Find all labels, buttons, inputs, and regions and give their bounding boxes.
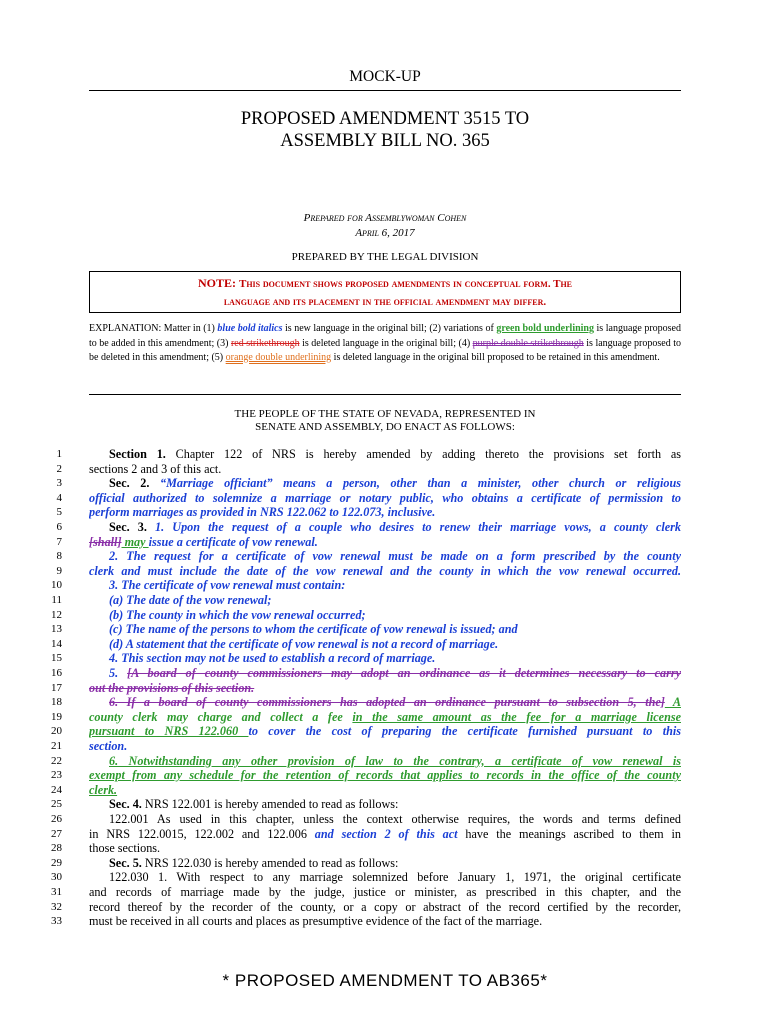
line-number: 15 <box>51 652 62 665</box>
explanation-text: is language proposed to be deleted in this amendment; (5) <box>89 337 681 363</box>
mockup-label: MOCK-UP <box>349 68 421 85</box>
line-text: 122.030 1. With respect to any marriage solemnized before January 1, 1971, the original certificate <box>109 870 681 885</box>
note-text-1: This document shows proposed amendments in conceptual form. The <box>238 278 573 290</box>
explanation <box>89 322 681 366</box>
legend-blue: blue bold italics <box>217 323 283 334</box>
enacting-line-2: SENATE AND ASSEMBLY, DO ENACT AS FOLLOWS: <box>255 421 515 433</box>
line-number: 1 <box>56 448 62 460</box>
explanation-text: is deleted language in the original bill; (4) <box>299 337 473 349</box>
line-number: 25 <box>51 798 62 811</box>
line-text: issue a certificate of vow renewal. <box>148 534 318 549</box>
line-text: those sections. <box>89 841 161 856</box>
line-text: have the meanings ascribed to them in <box>457 826 681 841</box>
line-number: 7 <box>56 535 62 548</box>
header-rule <box>89 90 681 91</box>
line-text: official authorized to solemnize a marriage or notary public, who obtains a certificate of permission to <box>89 490 681 505</box>
line-number: 19 <box>51 710 62 723</box>
line-number: 26 <box>51 813 62 825</box>
line-text: (c) The name of the persons to whom the certificate of vow renewal is issued; and <box>109 622 518 637</box>
line-number: 10 <box>51 579 62 592</box>
added-text: exempt from any schedule for the retention of records that applies to records in the office of the county <box>89 768 681 783</box>
line-text: 3. The certificate of vow renewal must contain: <box>109 578 346 593</box>
line-number: 4 <box>56 491 62 504</box>
added-text: county clerk may charge and collect a fee <box>89 709 353 724</box>
note-line-2: language and its placement in the official amendment may differ. <box>223 296 547 308</box>
enacting-line-1: THE PEOPLE OF THE STATE OF NEVADA, REPRESENTED IN <box>234 408 536 420</box>
title-line-1: PROPOSED AMENDMENT 3515 TO <box>240 109 530 129</box>
section-heading: Sec. 3. <box>109 520 147 534</box>
prepared-date: April 6, 2017 <box>355 227 415 239</box>
enacting-clause <box>0 408 770 434</box>
line-text: Chapter 122 of NRS is hereby amended by adding thereto the provisions set forth as <box>165 447 681 461</box>
line-number: 33 <box>51 915 62 928</box>
line-number: 6 <box>56 521 62 533</box>
added-text: clerk. <box>89 782 118 797</box>
line-text: 1. Upon the request of a couple who desires to renew their marriage vows, a county clerk <box>146 520 681 534</box>
line-number: 22 <box>51 754 62 767</box>
explanation-text: is new language in the original bill; (2) variations of <box>282 323 497 334</box>
deleted-text: 6. If a board of county commissioners has adopted an ordinance pursuant to subsection 5, the] <box>109 695 665 710</box>
line-text: NRS 122.030 is hereby amended to read as follows: <box>141 855 399 870</box>
line-number: 3 <box>56 477 62 490</box>
legend-red: red strikethrough <box>230 337 300 349</box>
line-number: 21 <box>51 740 62 752</box>
legend-purple: purple double strikethrough <box>472 337 584 349</box>
line-text: to cover the cost of preparing the certificate furnished pursuant to this <box>248 724 681 739</box>
line-number: 2 <box>56 462 62 475</box>
line-text: (d) A statement that the certificate of vow renewal is not a record of marriage. <box>109 636 499 651</box>
line-number: 29 <box>51 856 62 869</box>
title-line-2: ASSEMBLY BILL NO. 365 <box>280 131 490 151</box>
line-number: 16 <box>51 667 62 679</box>
section-heading: Sec. 4. <box>109 797 142 812</box>
line-text: NRS 122.001 is hereby amended to read as follows: <box>141 797 399 812</box>
explanation-text: EXPLANATION: Matter in (1) <box>89 323 218 334</box>
deleted-text: out the provisions of this section. <box>89 680 255 695</box>
added-text: may <box>121 534 149 549</box>
section-rule <box>89 394 681 395</box>
line-number: 28 <box>51 842 62 855</box>
note-line-1 <box>90 274 680 293</box>
line-number: 17 <box>51 681 62 694</box>
line-text: and records of marriage made by the judge, justice or minister, as prescribed in this chapter, and the <box>89 885 681 899</box>
line-number: 14 <box>51 637 62 650</box>
deleted-text: [A board of county commissioners may adopt an ordinance as it determines necessary to carry <box>127 666 681 680</box>
section-heading: Section 1. <box>109 447 166 461</box>
line-number: 13 <box>51 623 62 636</box>
legend-green: green bold underlining <box>496 323 594 334</box>
explanation-text: is deleted language in the original bill proposed to be retained in this amendment. <box>331 352 660 363</box>
line-number: 24 <box>51 783 62 796</box>
section-heading: Sec. 5. <box>109 855 142 870</box>
new-language: and section 2 of this act <box>314 826 458 841</box>
line-number: 30 <box>51 871 62 884</box>
explanation-text: is language proposed to be added in this amendment; (3) <box>89 323 682 349</box>
prepared-by: PREPARED BY THE LEGAL DIVISION <box>291 251 479 263</box>
line-text: 122.001 As used in this chapter, unless the context otherwise requires, the words and terms defined <box>109 812 681 826</box>
line-text: (b) The county in which the vow renewal occurred; <box>109 607 366 622</box>
line-number: 18 <box>51 696 62 709</box>
line-text: 5. <box>109 666 128 680</box>
line-number: 32 <box>51 900 62 913</box>
line-number: 23 <box>51 769 62 782</box>
line-number: 5 <box>56 506 62 519</box>
line-text: 2. The request for a certificate of vow renewal must be made on a form prescribed by the county <box>109 549 681 564</box>
barcode-footer: * PROPOSED AMENDMENT TO AB365* <box>222 971 548 990</box>
line-number: 9 <box>56 564 62 577</box>
line-text: sections 2 and 3 of this act. <box>89 461 222 476</box>
line-text: in NRS 122.0015, 122.002 and 122.006 <box>89 826 315 841</box>
line-text: clerk and must include the date of the vow renewal and the county in which the vow renewal occurred. <box>89 563 681 578</box>
line-text: section. <box>89 739 128 753</box>
added-text: 6. Notwithstanding any other provision of law to the contrary, a certificate of vow renewal is <box>109 753 681 768</box>
line-text: record thereof by the recorder of the county, or a copy or abstract of the record certified by the recorder, <box>89 899 681 914</box>
line-text: perform marriages as provided in NRS 122.062 to 122.073, inclusive. <box>89 505 436 520</box>
added-text: A <box>664 695 681 710</box>
line-number: 27 <box>51 827 62 840</box>
line-number: 31 <box>51 886 62 898</box>
line-text: (a) The date of the vow renewal; <box>109 593 272 607</box>
added-text: pursuant to NRS 122.060 <box>89 724 249 739</box>
note-box <box>89 271 681 313</box>
prepared-for: Prepared for Assemblywoman Cohen <box>303 212 467 224</box>
legend-orange: orange double underlining <box>225 352 332 363</box>
deleted-text: [shall] <box>89 534 122 549</box>
line-text: “Marriage officiant” means a person, other than a minister, other church or religious <box>149 476 681 491</box>
line-text: 4. This section may not be used to establish a record of marriage. <box>109 651 436 666</box>
section-heading: Sec. 2. <box>109 476 150 491</box>
line-number: 12 <box>51 608 62 621</box>
added-text: in the same amount as the fee for a marriage license <box>352 709 681 724</box>
line-number: 8 <box>56 550 62 563</box>
line-number: 11 <box>51 594 62 606</box>
line-number: 20 <box>51 725 62 738</box>
amendment-title <box>0 108 770 152</box>
line-text: must be received in all courts and places as presumptive evidence of the fact of the marriage. <box>89 914 543 929</box>
note-label: NOTE: <box>197 276 236 290</box>
